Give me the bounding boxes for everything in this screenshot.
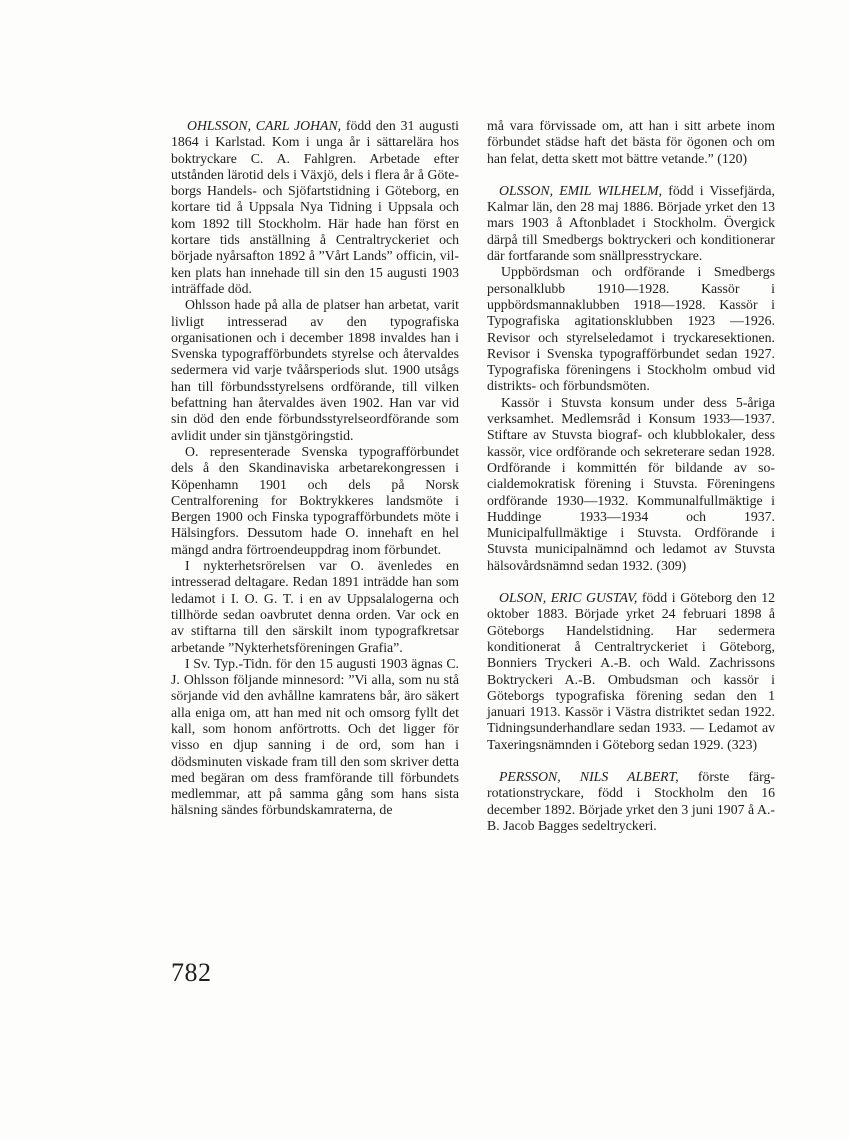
right-column — [487, 118, 775, 834]
entry-name: OHLSSON, CARL JOHAN, — [187, 118, 342, 133]
entry-text: född i Göteborg den 12 oktober 1883. Började yrket 24 februari 1898 å Göteborgs Handelstidning. Har sedermera konditionerat å Centraltryckeriet i Göteborg, Bonniers Tryckeri A.-B. och Wald. Zachrissons Boktryckeri A.-B. Ombudsman och kassör i Göteborgs typografiska förening sedan den 1 januari 1913. Kassör i Västra distriktet sedan 1922. Tidningsunderhandlare sedan 1933. — Ledamot av Taxeringsnämnden i Göteborg sedan 1929. (323) — [487, 590, 775, 752]
entry-name: OLSON, ERIC GUSTAV, — [499, 590, 638, 606]
entry-name: OLSSON, EMIL WILHELM, — [499, 182, 663, 198]
paragraph: Ohlsson hade på alla de platser han arbetat, varit livligt intresserad av den typografiska organisationen och i december 1898 invaldes han i Svenska typografförbundets styrelse och återvaldes sedermera vid varje tvåårsperiods slut. 1900 utsågs han till förbundsstyrelsens ordförande, till vilken befattning han återvaldes även 1902. Han var vid sin död den ende förbundsstyrelseordförande som avlidit under sin tjänstgöringstid. — [171, 297, 459, 443]
left-column — [171, 118, 459, 819]
paragraph: må vara förvissade om, att han i sitt arbete inom förbundet städse haft det bästa för ögonen och om han felat, detta skett mot bättre vetande.” (120) — [487, 118, 775, 166]
entry-ohlsson — [171, 118, 459, 297]
paragraph: I Sv. Typ.-Tidn. för den 15 augusti 1903 ägnas C. J. Ohlsson följande minnesord: ”Vi alla, som nu stå sörjande vid den avhållne kamratens bår, äro säkert alla eniga om, att han med nit och omsorg fyllt det kall, som honom anförtrotts. Och det ligger för visso en djup sanning i de ord, som han i dödsminuten viskade fram till den som skriver detta med begäran om dess framförande till förbundets medlemmar, att på samma gång som hans sista hälsning sändes förbundskamraterna, de — [171, 655, 459, 818]
entry-divider — [487, 753, 775, 769]
paragraph: O. representerade Svenska typografförbundet dels å den Skandinaviska arbetarekongressen i Köpenhamn 1901 och dels på Norsk Centralforening for Boktrykkeres landsmöte i Bergen 1900 och Finska typografförbundets möte i Hälsingfors. Dessutom hade O. innehaft en hel mängd andra förtroendeuppdrag inom förbundet. — [171, 443, 459, 557]
entry-text: född den 31 augusti 1864 i Karlstad. Kom i unga år i sättarelära hos boktryckare C. A. Fahlgren. Arbetade efter utstånden lärotid dels i Växjö, dels i flera år å Göteborgs Handels- och Sjöfartstidning i Göteborg, en kortare tid å Uppsala Nya Tidning i Uppsala och kom 1892 till Stockholm. Här hade han först en kortare tids anställning å Centraltryckeriet och började nyårsafton 1892 å ”Vårt Lands” officin, vilken plats han innehade till sin den 15 augusti 1903 inträffade död. — [171, 118, 459, 296]
paragraph: Uppbördsman och ordförande i Smedbergs personalklubb 1910—1928. Kassör i uppbördsmannaklubben 1918—1928. Kassör i Typografiska agitationsklubben 1923 —1926. Revisor och styrelseledamot i tryckaresektionen. Revisor i Svenska typografförbundet sedan 1927. Typografiska föreningens i Stockholm ombud vid distrikts- och förbundsmöten. — [487, 264, 775, 394]
paragraph: I nykterhetsrörelsen var O. ävenledes en intresserad deltagare. Redan 1891 inträdde han som ledamot i I. O. G. T. i en av Uppsalalogerna och tillhörde sedan oavbrutet denna orden. Var ock en av stiftarna till den särskilt inom typografkretsar arbetande ”Nykterhetsföreningen Grafia”. — [171, 558, 459, 655]
entry-divider — [487, 574, 775, 590]
page-number: 782 — [171, 958, 212, 987]
entry-text: förste färgrotationstryckare, född i Stockholm den 16 december 1892. Började yrket den 3 juni 1907 å A.-B. Jacob Bagges sedeltryckeri. — [487, 768, 775, 833]
entry-olson-eric — [487, 590, 775, 753]
entry-olsson-emil — [487, 183, 775, 264]
entry-divider — [487, 167, 775, 183]
entry-name: PERSSON, NILS ALBERT, — [499, 768, 679, 784]
paragraph: Kassör i Stuvsta konsum under dess 5-åriga verksamhet. Medlemsråd i Konsum 1933—1937. Stiftare av Stuvsta biograf- och klubblokaler, dess kassör, vice ordförande och sekreterare sedan 1928. Ordförande i kommittén för bildande av socialdemokratisk förening i Stuvsta. Föreningens ordförande 1930—1932. Kommunalfullmäktige i Huddinge 1933—1934 och 1937. Municipalfullmäktige i Stuvsta. Ordförande i Stuvsta municipalnämnd och ledamot av Stuvsta hälsovårdsnämnd sedan 1932. (309) — [487, 394, 775, 573]
entry-text: född i Vissefjärda, Kalmar län, den 28 maj 1886. Började yrket den 13 mars 1903 å Aftonbladet i Stockholm. Övergick därpå till Smedbergs boktryckeri och konditionerar där fortfarande som snällpresstryckare. — [487, 182, 775, 264]
entry-persson — [487, 769, 775, 834]
